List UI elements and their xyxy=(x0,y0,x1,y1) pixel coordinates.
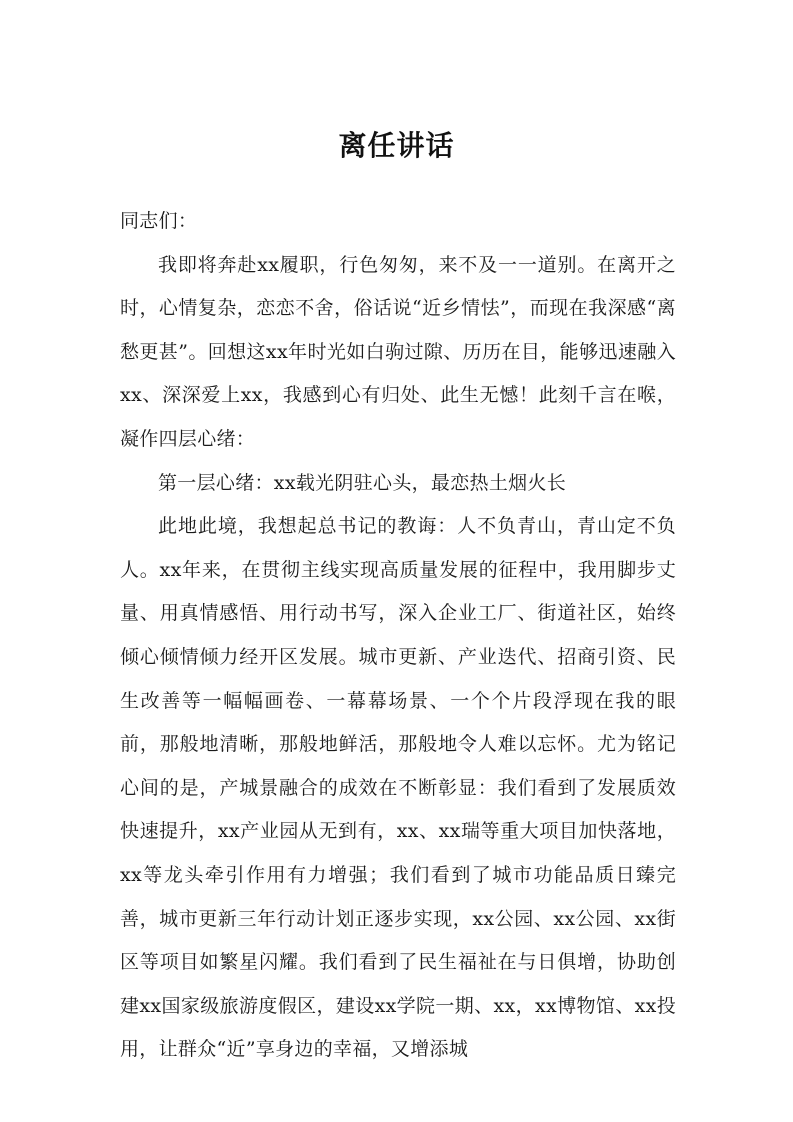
salutation: 同志们： xyxy=(120,210,198,232)
section-heading-1: 第一层心绪：xx载光阴驻心头，最恋热土烟火长 xyxy=(158,471,567,494)
paragraph-intro: 我即将奔赴xx履职，行色匆匆，来不及一一道别。在离开之时，心情复杂，恋恋不舍，俗话说“近乡情怯”，而现在我深感“离愁更甚”。回想这xx年时光如白驹过隙、历历在目，能够迅速融入xx、深深爱上xx，我感到心有归处、此生无憾！此刻千言在喉，凝作四层心绪： xyxy=(120,253,676,450)
paragraph-section-1: 此地此境，我想起总书记的教诲：人不负青山，青山定不负人。xx年来，在贯彻主线实现高质量发展的征程中，我用脚步丈量、用真情感悟、用行动书写，深入企业工厂、街道社区，始终倾心倾情倾力经开区发展。城市更新、产业迭代、招商引资、民生改善等一幅幅画卷、一幕幕场景、一个个片段浮现在我的眼前，那般地清晰，那般地鲜活，那般地令人难以忘怀。尤为铭记心间的是，产城景融合的成效在不断彰显：我们看到了发展质效快速提升，xx产业园从无到有，xx、xx瑞等重大项目加快落地，xx等龙头牵引作用有力增强；我们看到了城市功能品质日臻完善，城市更新三年行动计划正逐步实现，xx公园、xx公园、xx街区等项目如繁星闪耀。我们看到了民生福祉在与日俱增，协助创建xx国家级旅游度假区，建设xx学院一期、xx，xx博物馆、xx投用，让群众“近”享身边的幸福，又增添城 xyxy=(120,515,676,1061)
document-title: 离任讲话 xyxy=(338,129,455,162)
document-body xyxy=(120,200,676,1072)
